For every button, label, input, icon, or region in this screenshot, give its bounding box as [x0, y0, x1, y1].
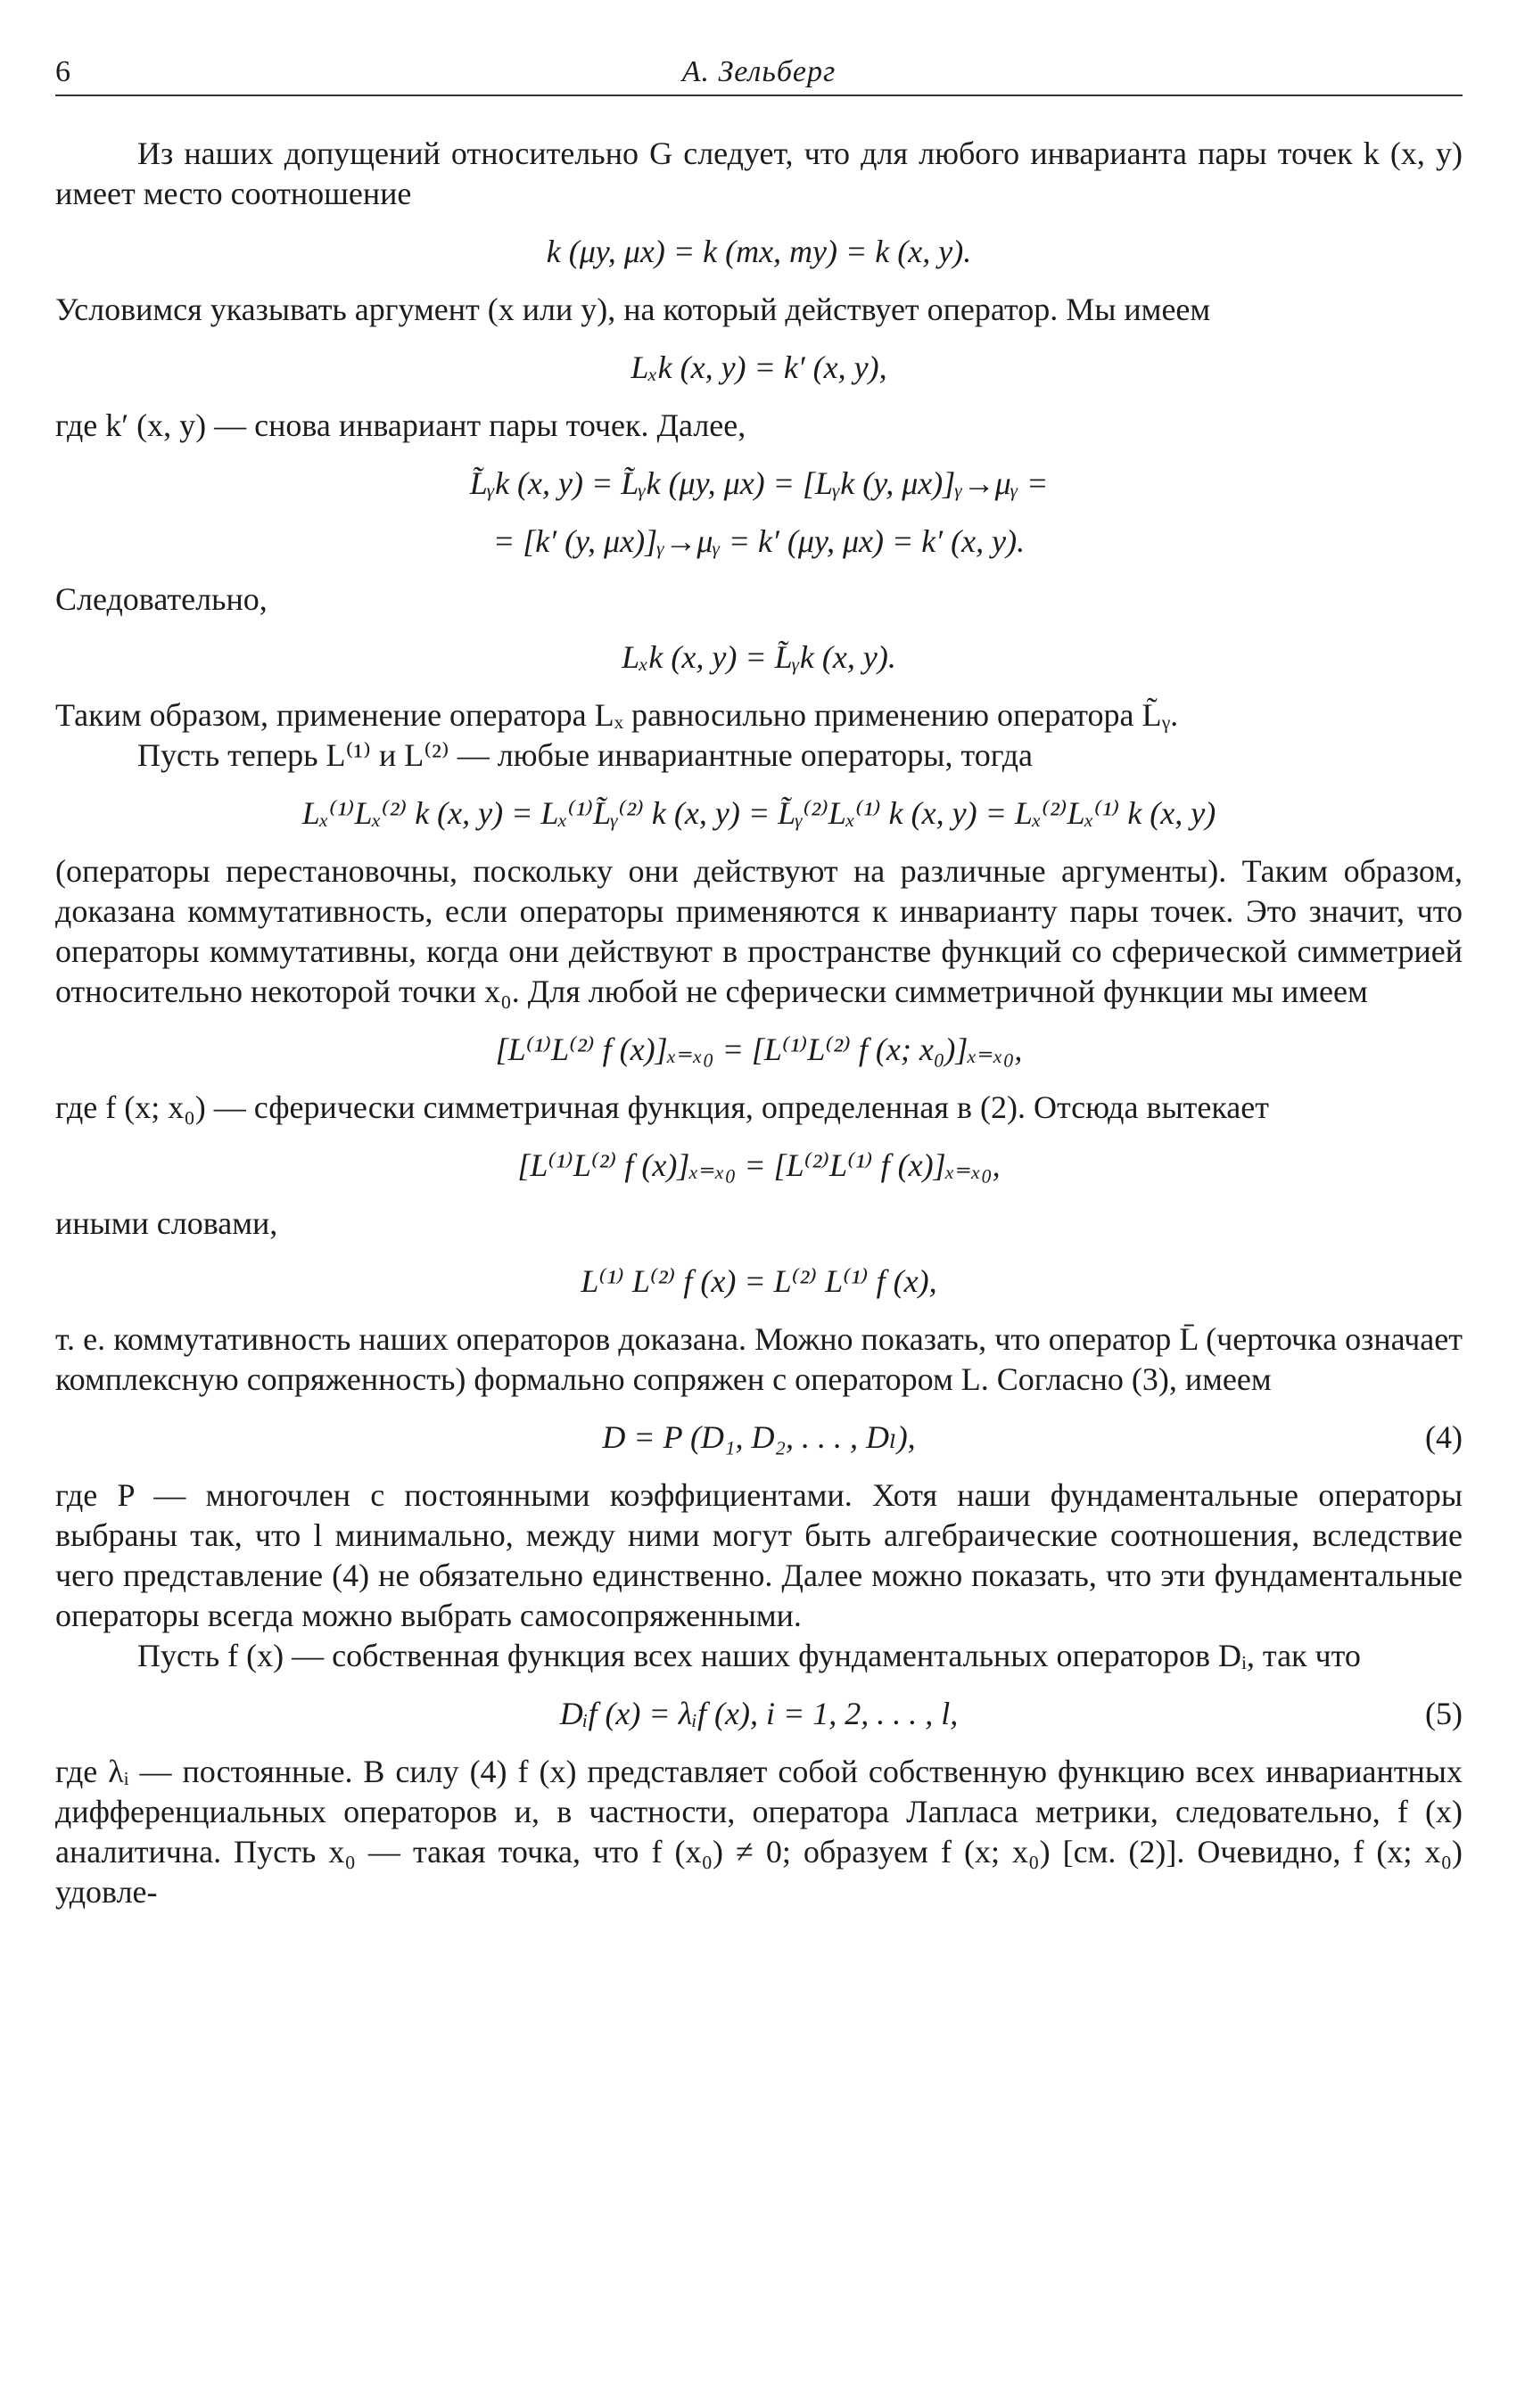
- paragraph: (операторы перестановочны, поскольку они действуют на различные аргументы). Таким образом, доказана коммутативность, если операторы применяются к инварианту пары точек. Это значит, что операторы коммутативны, когда они действуют в пространстве функций со сферической симметрией относительно некоторой точки x₀. Для любой не сферически симметричной функции мы имеем: [55, 853, 1463, 1009]
- formula-text: L⁽¹⁾ L⁽²⁾ f (x) = L⁽²⁾ L⁽¹⁾ f (x),: [581, 1263, 937, 1299]
- formula-text: = [k′ (y, μx)]ᵧ→μᵧ = k′ (μy, μx) = k′ (x, y).: [492, 523, 1026, 559]
- formula: [55, 793, 1463, 834]
- header-rule: [55, 95, 1463, 96]
- paragraph: где P — многочлен с постоянными коэффициентами. Хотя наши фундаментальные операторы выбраны так, что l минимально, между ними могут быть алгебраические соотношения, вследствие чего представление (4) не обязательно единственно. Далее можно показать, что эти фундаментальные операторы всегда можно выбрать самосопряженными.: [55, 1477, 1463, 1633]
- page-number: 6: [55, 55, 70, 88]
- paragraph: Следовательно,: [55, 581, 268, 617]
- formula-text: L̃ᵧk (x, y) = L̃ᵧk (μy, μx) = [Lᵧk (y, μx)]ᵧ→μᵧ =: [469, 465, 1049, 501]
- formula: [55, 637, 1463, 678]
- formula: [55, 1030, 1463, 1070]
- formula: [55, 464, 1463, 504]
- formula: [55, 348, 1463, 388]
- equation-number: (5): [1425, 1696, 1463, 1731]
- paragraph: Из наших допущений относительно G следует, что для любого инварианта пары точек k (x, y) имеет место соотношение: [55, 136, 1463, 211]
- formula: [55, 1146, 1463, 1186]
- page-header: [55, 52, 1463, 98]
- formula-text: Dᵢf (x) = λᵢf (x), i = 1, 2, . . . , l,: [559, 1696, 959, 1731]
- paragraph: где k′ (x, y) — снова инвариант пары точек. Далее,: [55, 407, 746, 443]
- formula-text: [L⁽¹⁾L⁽²⁾ f (x)]ₓ₌ₓ₀ = [L⁽²⁾L⁽¹⁾ f (x)]ₓ₌ₓ₀,: [517, 1147, 1001, 1183]
- paragraph: т. е. коммутативность наших операторов доказана. Можно показать, что оператор L̄ (черточка означает комплексную сопряженность) формально сопряжен с оператором L. Согласно (3), имеем: [55, 1321, 1463, 1397]
- page-body: [55, 134, 1463, 1912]
- paragraph: Условимся указывать аргумент (x или y), на который действует оператор. Мы имеем: [55, 292, 1211, 327]
- formula: [55, 232, 1463, 272]
- formula-text: D = P (D₁, D₂, . . . , Dₗ),: [602, 1419, 916, 1455]
- paragraph: иными словами,: [55, 1205, 278, 1241]
- paragraph: Пусть f (x) — собственная функция всех наших фундаментальных операторов Dᵢ, так что: [137, 1638, 1361, 1673]
- formula-text: Lₓ⁽¹⁾Lₓ⁽²⁾ k (x, y) = Lₓ⁽¹⁾L̃ᵧ⁽²⁾ k (x, y) = L̃ᵧ⁽²⁾Lₓ⁽¹⁾ k (x, y) = Lₓ⁽²⁾Lₓ⁽¹⁾ k (x, y): [301, 795, 1216, 831]
- formula-text: Lₓk (x, y) = L̃ᵧk (x, y).: [622, 639, 896, 675]
- formula-text: [L⁽¹⁾L⁽²⁾ f (x)]ₓ₌ₓ₀ = [L⁽¹⁾L⁽²⁾ f (x; x₀)]ₓ₌ₓ₀,: [495, 1031, 1023, 1067]
- formula-text: Lₓk (x, y) = k′ (x, y),: [631, 349, 887, 385]
- paragraph: где λᵢ — постоянные. В силу (4) f (x) представляет собой собственную функцию всех инвариантных дифференциальных операторов и, в частности, оператора Лапласа метрики, следовательно, f (x) аналитична. Пусть x₀ — такая точка, что f (x₀) ≠ 0; образуем f (x; x₀) [см. (2)]. Очевидно, f (x; x₀) удовле-: [55, 1754, 1463, 1910]
- equation-number: (4): [1425, 1419, 1463, 1455]
- formula: [55, 522, 1463, 562]
- running-title: А. Зельберг: [681, 55, 837, 88]
- paragraph: где f (x; x₀) — сферически симметричная функция, определенная в (2). Отсюда вытекает: [55, 1089, 1269, 1125]
- paragraph: Таким образом, применение оператора Lₓ равносильно применению оператора L̃ᵧ.: [55, 697, 1179, 733]
- formula-text: k (μy, μx) = k (mx, my) = k (x, y).: [546, 234, 972, 269]
- formula: [55, 1262, 1463, 1302]
- formula: [55, 1418, 1463, 1458]
- paragraph: Пусть теперь L⁽¹⁾ и L⁽²⁾ — любые инвариантные операторы, тогда: [137, 737, 1034, 773]
- formula: [55, 1694, 1463, 1734]
